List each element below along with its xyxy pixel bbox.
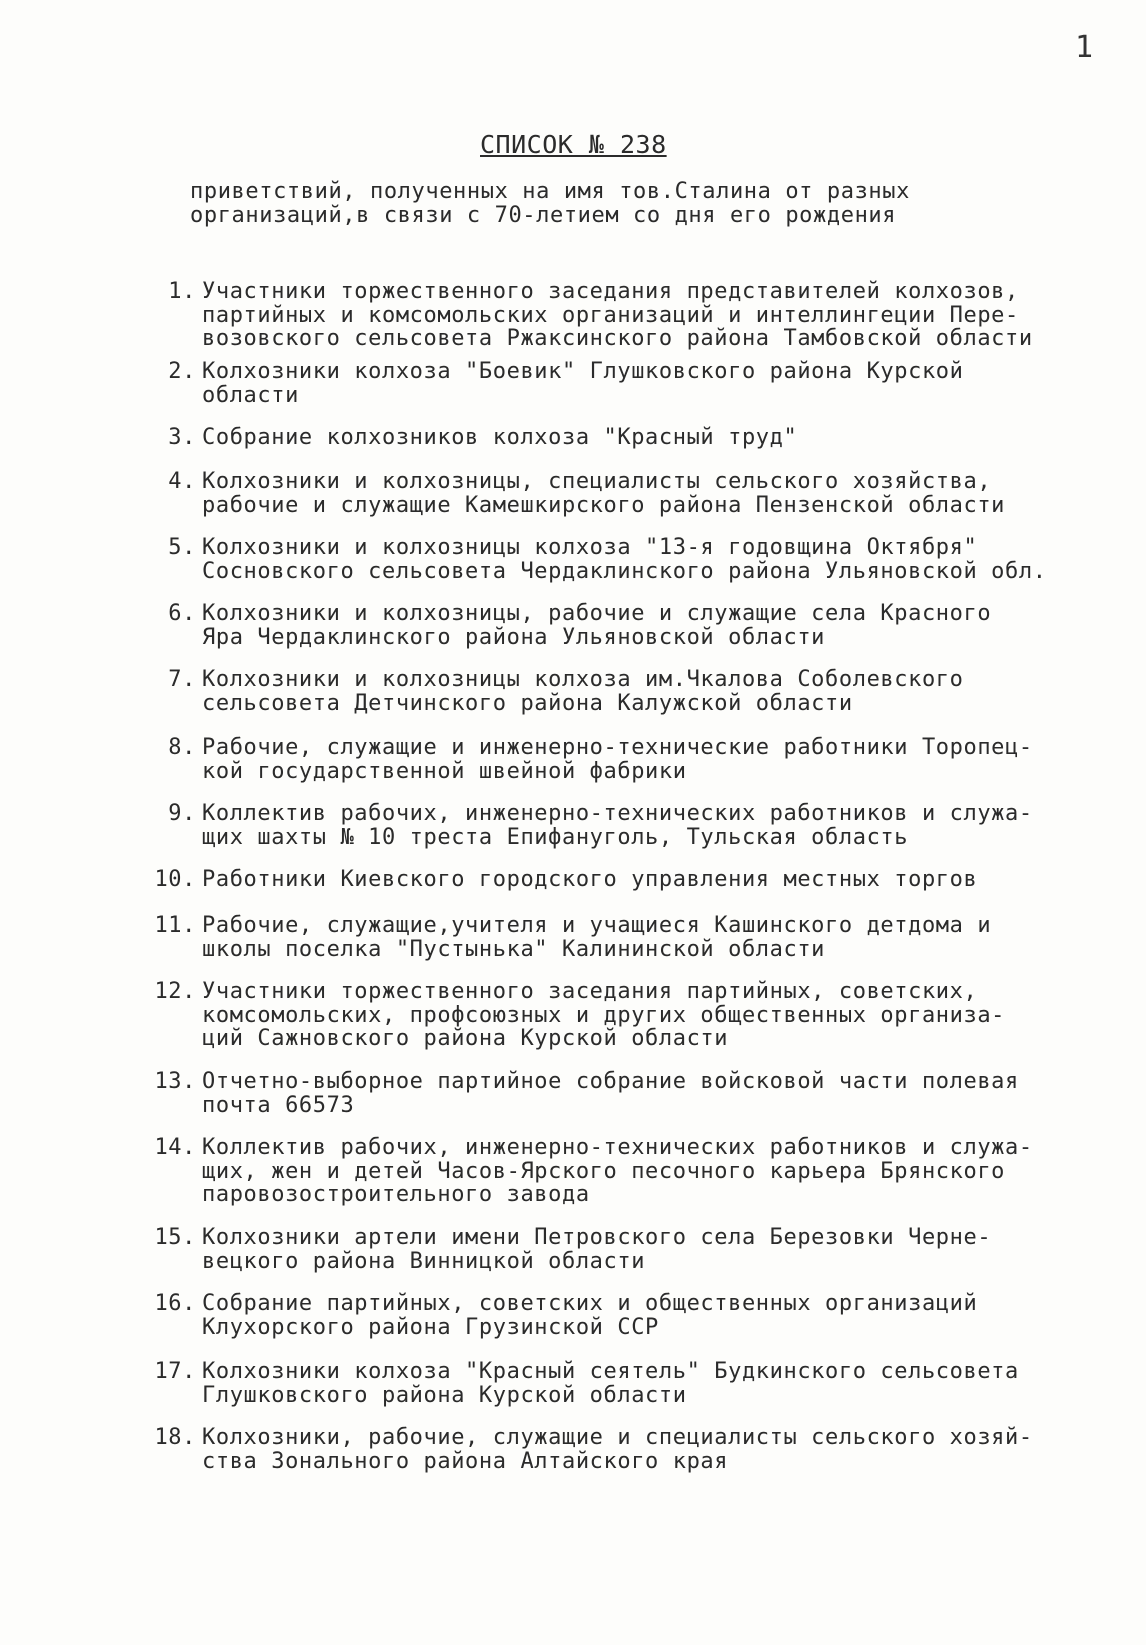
list-item-number: 15. <box>154 1225 196 1250</box>
list-item-number: 14. <box>154 1135 196 1160</box>
list-item <box>130 914 1130 961</box>
list-item-text: Собрание партийных, советских и общественных организаций Клухорского района Грузинской ССР <box>202 1291 978 1340</box>
list-item-text: Рабочие, служащие и инженерно-технические работники Торопец- кой государственной швейной фабрики <box>202 735 1033 784</box>
list-item-number: 10. <box>154 867 196 892</box>
list-item-text: Участники торжественного заседания представителей колхозов, партийных и комсомольских организаций и интеллингеции Пере- возовского сельсовета Ржаксинского района Тамбовской области <box>202 279 1033 351</box>
list-item <box>130 280 1130 351</box>
list-item-number: 1. <box>168 279 196 304</box>
list-item-text: Рабочие, служащие,учителя и учащиеся Кашинского детдома и школы поселка "Пустынька" Калининской области <box>202 913 992 962</box>
list-item <box>130 426 1130 450</box>
list-item-number: 11. <box>154 913 196 938</box>
list-item <box>130 1360 1130 1407</box>
list-item-number: 8. <box>168 735 196 760</box>
list-item-text: Собрание колхозников колхоза "Красный труд" <box>202 425 798 450</box>
list-item <box>130 868 1130 892</box>
list-item <box>130 736 1130 783</box>
list-item <box>130 980 1130 1051</box>
list-item <box>130 1426 1130 1473</box>
list-item <box>130 1226 1130 1273</box>
page-number: 1 <box>1075 30 1094 65</box>
list-item-text: Коллектив рабочих, инженерно-технических работников и служа- щих, жен и детей Часов-Ярского песочного карьера Брянского паровозостроительного завода <box>202 1135 1033 1207</box>
list-item-number: 3. <box>168 425 196 450</box>
list-item-number: 5. <box>168 535 196 560</box>
document-subtitle: приветствий, полученных на имя тов.Сталина от разных организаций,в связи с 70-летием со дня его рождения <box>190 179 910 228</box>
list-item-number: 7. <box>168 667 196 692</box>
list-item-number: 9. <box>168 801 196 826</box>
list-item <box>130 470 1130 517</box>
list-item-text: Работники Киевского городского управления местных торгов <box>202 867 978 892</box>
list-item-text: Колхозники колхоза "Красный сеятель" Будкинского сельсовета Глушковского района Курской области <box>202 1359 1019 1408</box>
list-item-number: 12. <box>154 979 196 1004</box>
list-item <box>130 1136 1130 1207</box>
document-title: СПИСОК № 238 <box>480 130 667 159</box>
list-item-number: 2. <box>168 359 196 384</box>
list-item-number: 6. <box>168 601 196 626</box>
list-item-text: Колхозники артели имени Петровского села Березовки Черне- вецкого района Винницкой области <box>202 1225 992 1274</box>
list-item <box>130 1292 1130 1339</box>
list-item-number: 17. <box>154 1359 196 1384</box>
list-item-text: Колхозники, рабочие, служащие и специалисты сельского хозяй- ства Зонального района Алтайского края <box>202 1425 1033 1474</box>
list-item <box>130 360 1130 407</box>
list-item-text: Отчетно-выборное партийное собрание войсковой части полевая почта 66573 <box>202 1069 1019 1118</box>
list-item <box>130 1070 1130 1117</box>
list-item-number: 4. <box>168 469 196 494</box>
list-item-text: Колхозники колхоза "Боевик" Глушковского района Курской области <box>202 359 964 408</box>
list-item-text: Колхозники и колхозницы, рабочие и служащие села Красного Яра Чердаклинского района Ульяновской области <box>202 601 992 650</box>
list-item <box>130 668 1130 715</box>
list-item-number: 16. <box>154 1291 196 1316</box>
list-item-text: Колхозники и колхозницы колхоза им.Чкалова Соболевского сельсовета Детчинского района Калужской области <box>202 667 964 716</box>
list-item-number: 13. <box>154 1069 196 1094</box>
list-item <box>130 536 1130 583</box>
list-item-text: Колхозники и колхозницы, специалисты сельского хозяйства, рабочие и служащие Камешкирского района Пензенской области <box>202 469 1006 518</box>
list-item <box>130 802 1130 849</box>
list-item-text: Участники торжественного заседания партийных, советских, комсомольских, профсоюзных и других общественных организа- ций Сажновского района Курской области <box>202 979 1006 1051</box>
list-item-text: Колхозники и колхозницы колхоза "13-я годовщина Октября" Сосновского сельсовета Чердаклинского района Ульяновской обл. <box>202 535 1047 584</box>
list-item-text: Коллектив рабочих, инженерно-технических работников и служа- щих шахты № 10 треста Епифануголь, Тульская область <box>202 801 1033 850</box>
list-item <box>130 602 1130 649</box>
list-item-number: 18. <box>154 1425 196 1450</box>
